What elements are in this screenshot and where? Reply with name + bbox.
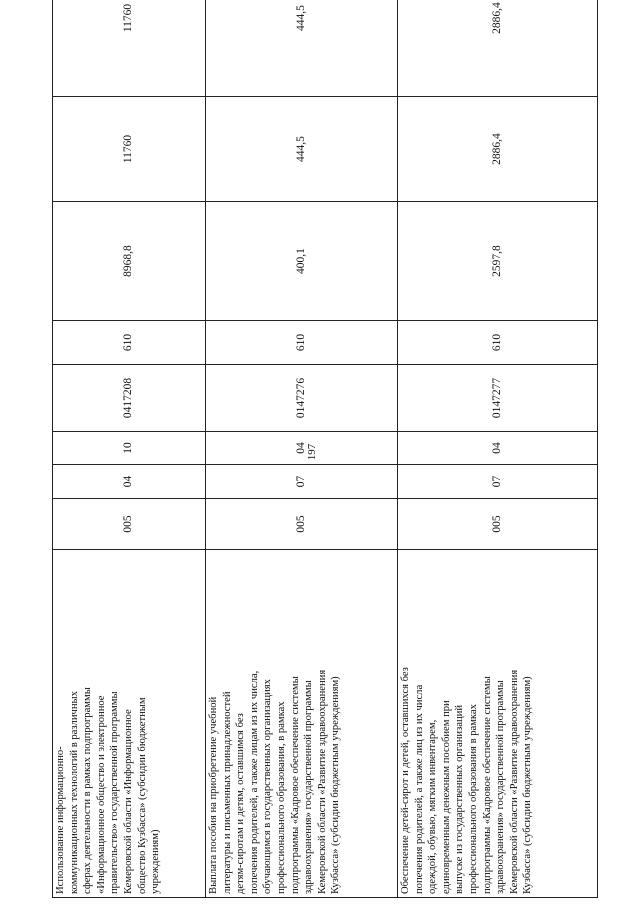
expense-type-cell: 610 — [206, 321, 398, 365]
amount-3-cell: 2886,4 — [398, 0, 598, 97]
description-cell: Использование информационно- коммуникационных технологий в различных сферах деятельности в рамках подпрограммы «Информационное общество и электронное правительство» государственной программы Кемеровской области «Информационное общество Кузбасса» (субсидии бюджетным учреждениям) — [53, 550, 206, 898]
expense-type-cell: 610 — [53, 321, 206, 365]
table-row — [53, 0, 206, 898]
amount-2-cell: 444,5 — [206, 97, 398, 202]
amount-3-cell: 11760 — [53, 0, 206, 97]
expense-type-cell: 610 — [398, 321, 598, 365]
ministry-code-cell: 005 — [398, 499, 598, 550]
amount-1-cell: 400,1 — [206, 202, 398, 321]
ministry-code-cell: 005 — [53, 499, 206, 550]
ministry-code-cell: 005 — [206, 499, 398, 550]
target-article-cell: 0147276 — [206, 365, 398, 432]
amount-3-cell: 444,5 — [206, 0, 398, 97]
table-row — [206, 0, 398, 898]
description-cell: Выплата пособия на приобретение учебной литературы и письменных принадлежностей детям-сиротам и детям, оставшимся без попечения родителей, а также лицам из их числа, обучающимся в государственных организациях профессионального образования, в рамках подпрограммы «Кадровое обеспечение системы здравоохранения» государственной программы Кемеровской области «Развитие здравоохранения Кузбасса» (субсидии бюджетным учреждениям) — [206, 550, 398, 898]
section-cell: 04 — [53, 465, 206, 499]
amount-1-cell: 2597,8 — [398, 202, 598, 321]
description-cell: Обеспечение детей-сирот и детей, оставшихся без попечения родителей, а также лиц из их числа одеждой, обувью, мягким инвентарем, единовременным денежным пособием при выпуске из государственных организаций профессионального образования в рамках подпрограммы «Кадровое обеспечение системы здравоохранения» государственной программы Кемеровской области «Развитие здравоохранения Кузбасса» (субсидии бюджетным учреждениям) — [398, 550, 598, 898]
subsection-cell: 04 — [206, 432, 398, 465]
amount-2-cell: 2886,4 — [398, 97, 598, 202]
amount-1-cell: 8968,8 — [53, 202, 206, 321]
section-cell: 07 — [398, 465, 598, 499]
budget-table — [52, 0, 598, 898]
page-number: 197 — [306, 443, 318, 461]
amount-2-cell: 11760 — [53, 97, 206, 202]
subsection-cell: 04 — [398, 432, 598, 465]
table-row — [398, 0, 598, 898]
target-article-cell: 0147277 — [398, 365, 598, 432]
budget-table-rotated — [52, 2, 597, 898]
target-article-cell: 0417208 — [53, 365, 206, 432]
budget-table-wrapper — [52, 2, 597, 898]
subsection-cell: 10 — [53, 432, 206, 465]
section-cell: 07 — [206, 465, 398, 499]
